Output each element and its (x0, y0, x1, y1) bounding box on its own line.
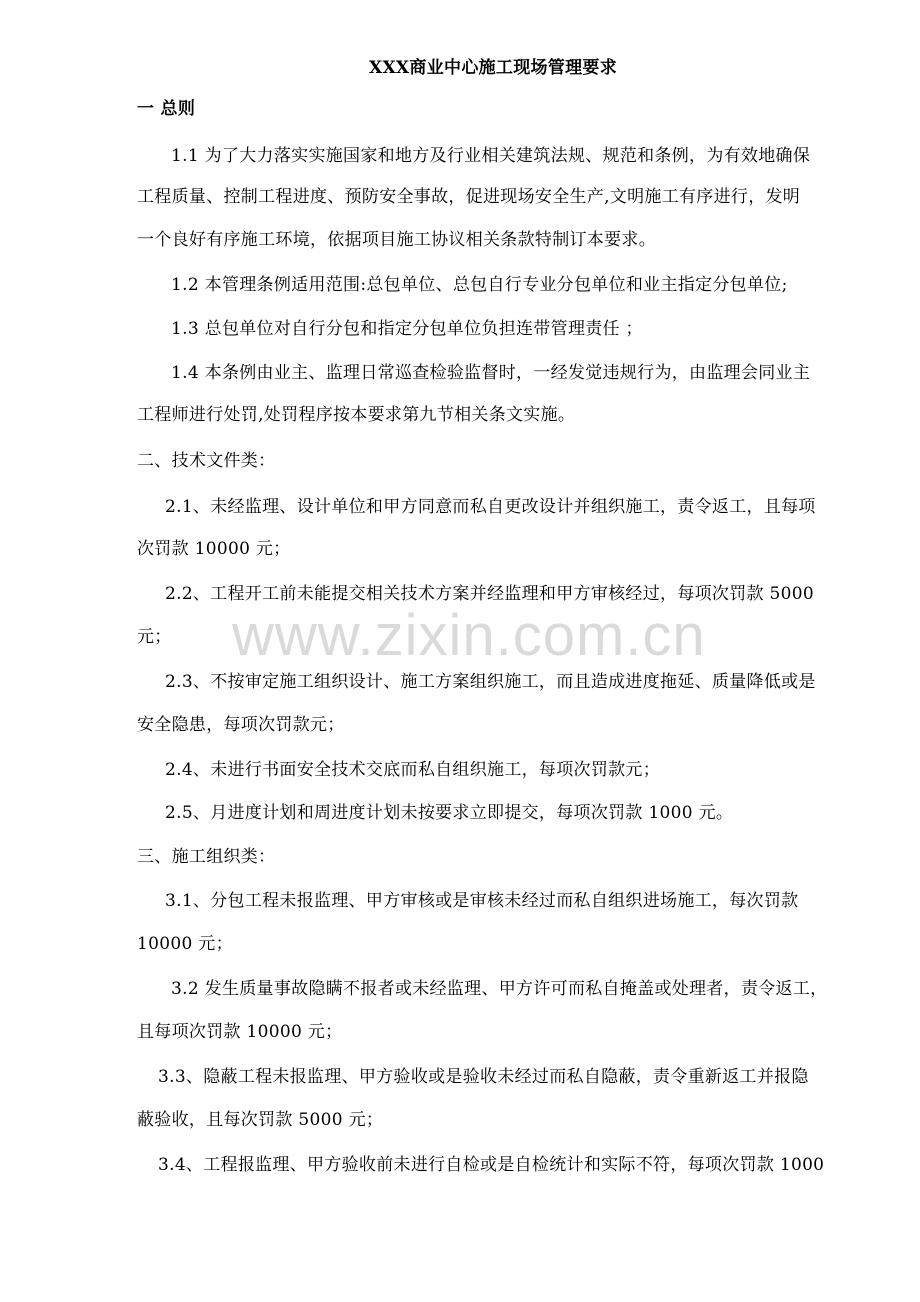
paragraph-1-4-line-1: 1.4 本条例由业主、监理日常巡查检验监督时，一经发觉违规行为，由监理会同业主 (171, 363, 811, 383)
paragraph-1-2: 1.2 本管理条例适用范围:总包单位、总包自行专业分包单位和业主指定分包单位; (171, 275, 788, 295)
paragraph-3-3-line-1: 3.3、隐蔽工程未报监理、甲方验收或是验收未经过而私自隐蔽，责令重新返工并报隐 (158, 1067, 809, 1087)
section-3-heading: 三、施工组织类： (137, 847, 276, 867)
watermark: www.zixin.com.cn (232, 603, 706, 668)
paragraph-2-5: 2.5、月进度计划和周进度计划未按要求立即提交，每项次罚款 1000 元。 (165, 803, 734, 823)
paragraph-1-3: 1.3 总包单位对自行分包和指定分包单位负担连带管理责任 ； (171, 319, 643, 339)
paragraph-3-4-line-1: 3.4、工程报监理、甲方验收前未进行自检或是自检统计和实际不符，每项次罚款 1000 (158, 1155, 825, 1175)
paragraph-2-3-line-2: 安全隐患，每项次罚款元； (137, 715, 345, 735)
paragraph-1-1-line-3: 一个良好有序施工环境，依据项目施工协议相关条款特制订本要求。 (137, 230, 656, 250)
paragraph-2-2-line-1: 2.2、工程开工前未能提交相关技术方案并经监理和甲方审核经过，每项次罚款 5000 (165, 584, 815, 604)
paragraph-3-3-line-2: 蔽验收，且每次罚款 5000 元； (137, 1110, 384, 1130)
paragraph-3-1-line-2: 10000 元； (137, 934, 233, 954)
paragraph-1-4-line-2: 工程师进行处罚,处罚程序按本要求第九节相关条文实施。 (137, 405, 576, 425)
paragraph-2-3-line-1: 2.3、不按审定施工组织设计、施工方案组织施工，而且造成进度拖延、质量降低或是 (165, 672, 816, 692)
paragraph-2-1-line-1: 2.1、未经监理、设计单位和甲方同意而私自更改设计并组织施工，责令返工，且每项 (165, 497, 816, 517)
section-2-heading: 二、技术文件类： (137, 451, 276, 471)
section-1-heading: 一 总则 (137, 99, 196, 119)
paragraph-2-1-line-2: 次罚款 10000 元； (137, 539, 291, 559)
paragraph-3-1-line-1: 3.1、分包工程未报监理、甲方审核或是审核未经过而私自组织进场施工，每次罚款 (165, 891, 799, 911)
paragraph-2-2-line-2: 元； (137, 627, 172, 647)
paragraph-2-4: 2.4、未进行书面安全技术交底而私自组织施工，每项次罚款元； (165, 760, 661, 780)
paragraph-3-2-line-1: 3.2 发生质量事故隐瞒不报者或未经监理、甲方许可而私自掩盖或处理者，责令返工， (171, 979, 828, 999)
document-title: XXX商业中心施工现场管理要求 (368, 58, 618, 78)
paragraph-3-2-line-2: 且每项次罚款 10000 元； (137, 1022, 343, 1042)
paragraph-1-1-line-2: 工程质量、控制工程进度、预防安全事故，促进现场安全生产,文明施工有序进行，发明 (137, 187, 801, 207)
paragraph-1-1-line-1: 1.1 为了大力落实实施国家和地方及行业相关建筑法规、规范和条例，为有效地确保 (171, 146, 811, 166)
